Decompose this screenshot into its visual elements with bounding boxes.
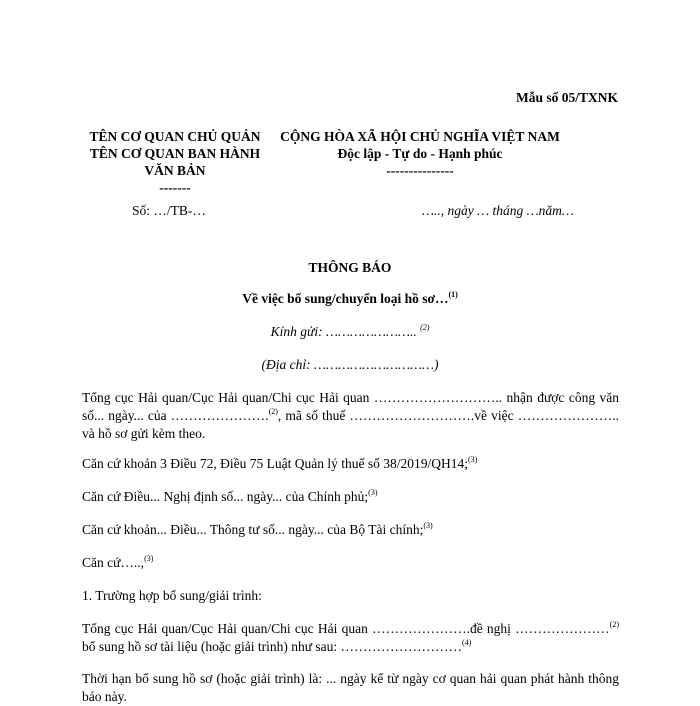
intro-footnote: (2) — [268, 407, 278, 416]
left-header — [80, 128, 270, 196]
section1-heading: 1. Trường hợp bổ sung/giải trình: — [82, 588, 262, 603]
document-number: Số: …/TB-… — [132, 203, 206, 218]
left-divider: ------- — [159, 180, 191, 195]
agency-issuer: TÊN CƠ QUAN BAN HÀNH — [89, 146, 261, 161]
basis-circular: Căn cứ khoản... Điều... Thông tư số... ngày... của Bộ Tài chính;$^{(3)}$ — [82, 521, 433, 537]
subject-footnote: (1) — [448, 290, 458, 299]
section1-paragraph: Tổng cục Hải quan/Cục Hải quan/Chi cục Hải quan ………………….đề nghị …………………$^{(2)}$ bổ sung hồ sơ tài liệu (hoặc giải trình) như sau: ………………………$^{(4)}$ — [82, 620, 619, 654]
agency-parent: TÊN CƠ QUAN CHỦ QUẢN — [89, 129, 261, 144]
right-header — [270, 128, 570, 179]
recipient: Kính gửi: ………………….. $^{(2)}$ — [270, 323, 430, 339]
national-motto: Độc lập - Tự do - Hạnh phúc — [337, 146, 503, 161]
recipient-address: (Địa chỉ: …………………………) — [261, 357, 439, 372]
basis-law: Căn cứ khoản 3 Điều 72, Điều 75 Luật Quản lý thuế số 38/2019/QH14;$^{(3)}$ — [82, 455, 478, 471]
basis-decree: Căn cứ Điều... Nghị định số... ngày... của Chính phủ;$^{(3)}$ — [82, 488, 378, 504]
basis-other: Căn cứ…..,$^{(3)}$ — [82, 554, 154, 570]
national-title: CỘNG HÒA XÃ HỘI CHỦ NGHĨA VIỆT NAM — [280, 129, 560, 144]
document-date: ….., ngày … tháng …năm… — [422, 203, 574, 218]
intro-paragraph: Tổng cục Hải quan/Cục Hải quan/Chi cục Hải quan ……………………….. nhận được công văn số... ngày... của ………………….$^{(2)}$, mã số thuế ……………………….về việc ………………….. và hồ sơ gửi kèm theo. — [82, 390, 620, 441]
agency-issuer-cont: VĂN BẢN — [144, 163, 206, 178]
form-code: Mẫu số 05/TXNK — [515, 90, 618, 105]
right-divider: --------------- — [386, 163, 454, 178]
recipient-footnote: (2) — [420, 323, 430, 332]
deadline-paragraph: Thời hạn bổ sung hồ sơ (hoặc giải trình) là: ... ngày kể từ ngày cơ quan hải quan phát hành thông báo này. — [82, 671, 619, 704]
document-subject: Về việc bổ sung/chuyển loại hồ sơ…$^{(1)}$ — [242, 290, 458, 306]
document-title: THÔNG BÁO — [308, 260, 392, 275]
